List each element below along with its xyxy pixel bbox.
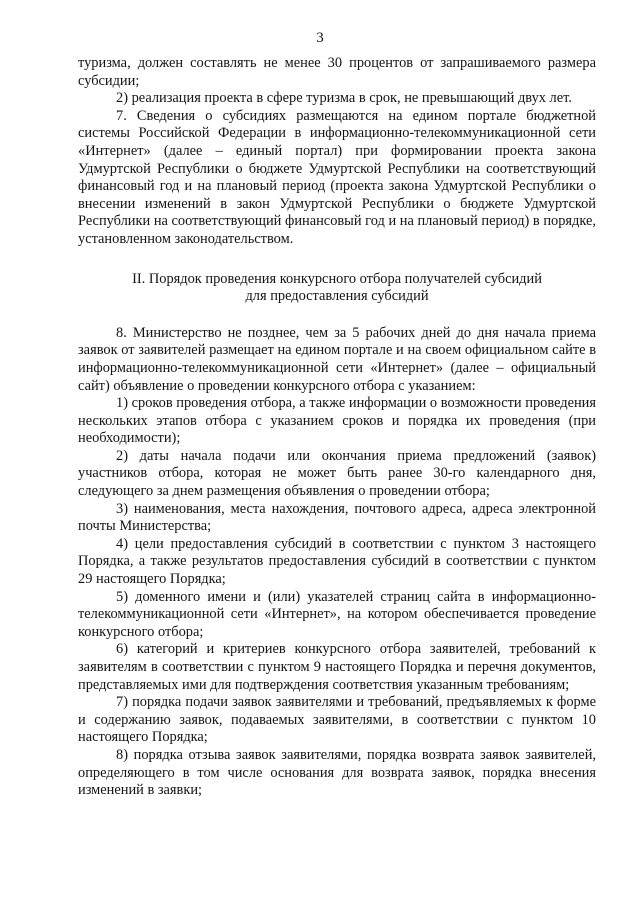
list-item-3: 3) наименования, места нахождения, почтового адреса, адреса электронной почты Министерства; (78, 500, 596, 535)
list-item-1: 1) сроков проведения отбора, а также информации о возможности проведения нескольких этапов отбора с указанием сроков и порядка их проведения (при необходимости); (78, 395, 596, 447)
section-heading (78, 271, 596, 306)
list-item-5: 5) доменного имени и (или) указателей страниц сайта в информационно-телекоммуникационной сети «Интернет», на котором обеспечивается проведение конкурсного отбора; (78, 588, 596, 640)
list-item-7: 7) порядка подачи заявок заявителями и требований, предъявляемых к форме и содержанию заявок, подаваемых заявителями, в соответствии с пунктом 10 настоящего Порядка; (78, 694, 596, 746)
section-heading-line-2: для предоставления субсидий (245, 288, 429, 305)
paragraph-continuation: туризма, должен составлять не менее 30 процентов от запрашиваемого размера субсидии; (78, 55, 596, 89)
section-heading-line-1: II. Порядок проведения конкурсного отбора получателей субсидий (132, 270, 542, 287)
list-item-4: 4) цели предоставления субсидий в соответствии с пунктом 3 настоящего Порядка, а также результатов предоставления субсидий в соответствии с пунктом 29 настоящего Порядка; (78, 535, 596, 588)
page-number: 3 (316, 30, 324, 46)
paragraph-item-2: 2) реализация проекта в сфере туризма в срок, не превышающий двух лет. (116, 90, 572, 107)
list-item-2: 2) даты начала подачи или окончания приема предложений (заявок) участников отбора, которая не может быть ранее 30-го календарного дня, следующего за днем размещения объявления о проведении отбора; (78, 447, 596, 500)
list-item-8: 8) порядка отзыва заявок заявителями, порядка возврата заявок заявителей, определяющего в том числе основания для возврата заявок, порядка внесения изменений в заявки; (78, 746, 596, 799)
document-body (78, 55, 596, 800)
list-item-6: 6) категорий и критериев конкурсного отбора заявителей, требований к заявителям в соответствии с пунктом 9 настоящего Порядка и перечня документов, представляемых ими для подтверждения соответствия указанным требованиям; (78, 641, 596, 693)
paragraph-8: 8. Министерство не позднее, чем за 5 рабочих дней до дня начала приема заявок от заявителей размещает на едином портале и на своем официальном сайте в информационно-телекоммуникационной сети «Интернет» (далее – официальный сайт) объявление о проведении конкурсного отбора с указанием: (78, 324, 596, 394)
paragraph-7: 7. Сведения о субсидиях размещаются на едином портале бюджетной системы Российской Федерации в информационно-телекоммуникационной сети «Интернет» (далее – единый портал) при формировании проекта закона Удмуртской Республики о бюджете Удмуртской Республики на соответствующий финансовый год и на плановый период (проекта закона Удмуртской Республики о внесении изменений в закон Удмуртской Республики о бюджете Удмуртской Республики на соответствующий финансовый год и на плановый период) в порядке, установленном законодательством. (78, 107, 596, 247)
